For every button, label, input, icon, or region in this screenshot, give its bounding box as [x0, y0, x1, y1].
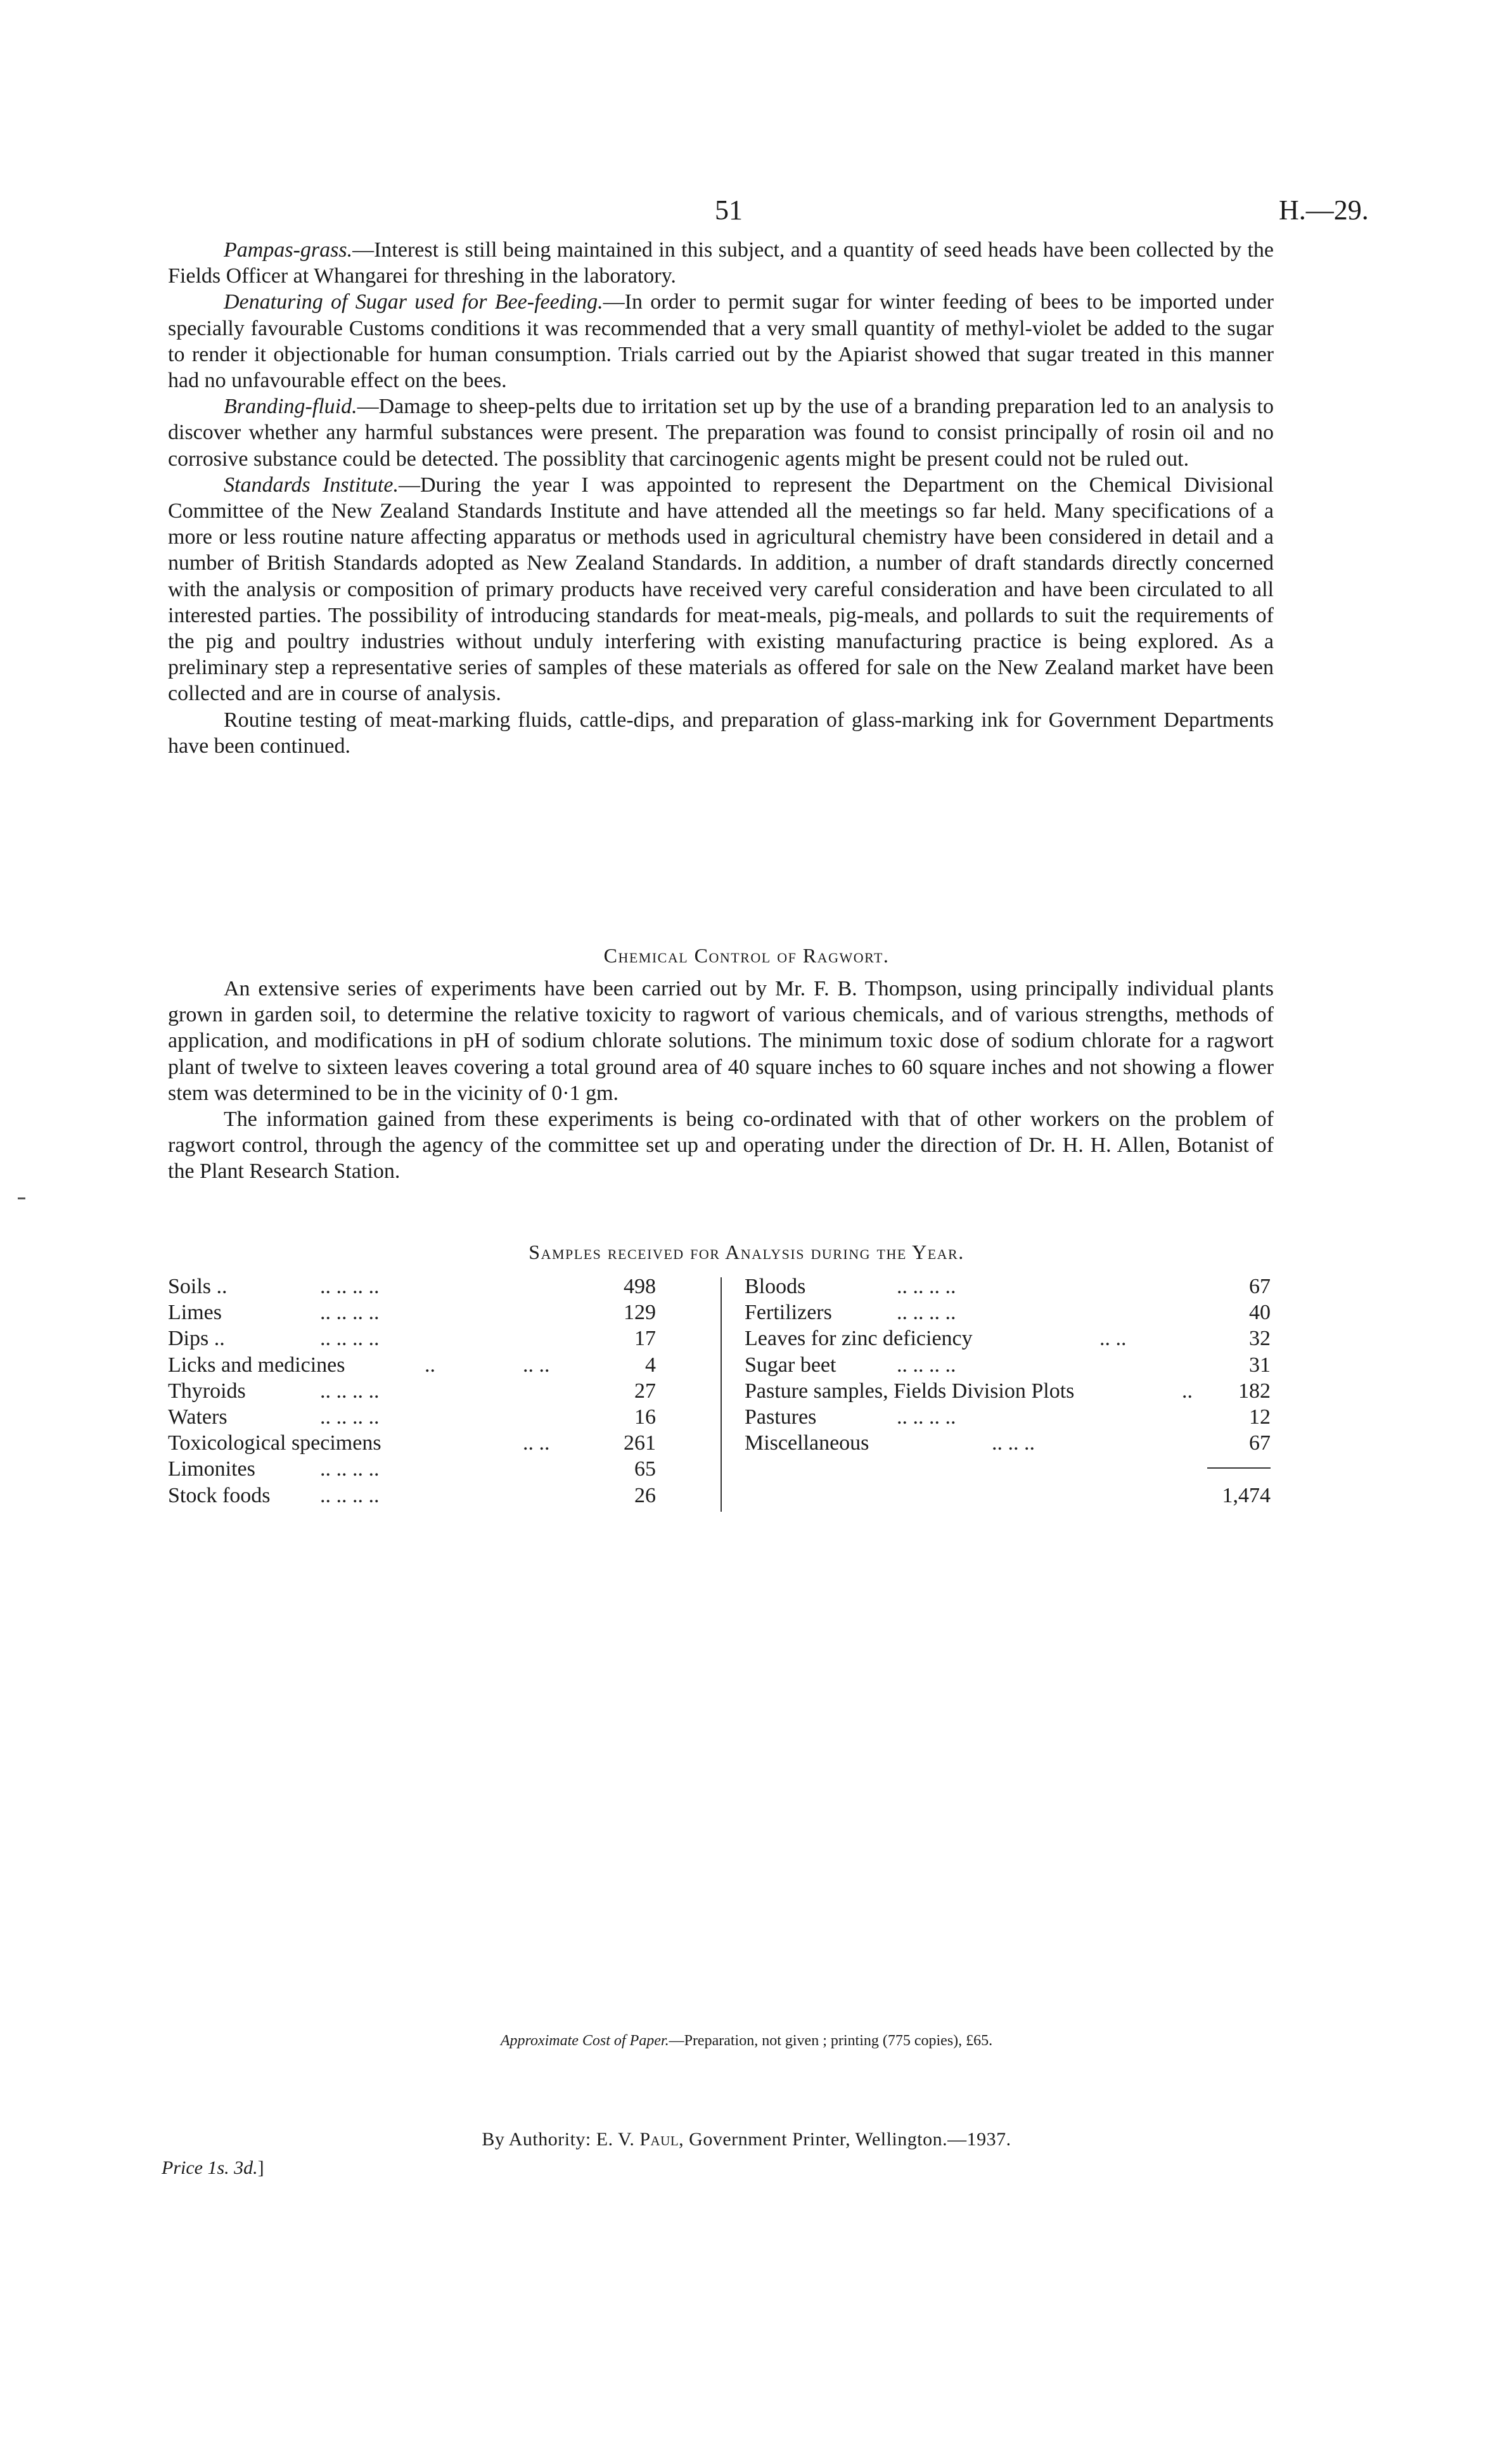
row-label: Pastures [745, 1405, 817, 1429]
row-label: Bloods [745, 1275, 806, 1298]
row-leaders: .. .. .. .. [897, 1275, 956, 1298]
row-label: Dips .. [168, 1327, 225, 1351]
table-row [168, 1483, 656, 1509]
row-leaders: .. .. [523, 1431, 550, 1455]
row-value: 65 [634, 1457, 656, 1481]
paragraph-text: —Damage to sheep-pelts due to irritation set up by the use of a branding preparation led to an analysis to discover whether any harmful substances were present. The preparation was found to consist principally of rosin oil and no corrosive substance could be detected. The possiblity that carcinogenic agents might be present could not be ruled out. [168, 395, 1274, 471]
row-leaders: .. [1182, 1379, 1193, 1403]
paragraph-text: —In order to permit sugar for winter feeding of bees to be imported under specially favourable Customs conditions it was recommended that a very small quantity of methyl-violet be added to the sugar to render it objectionable for human consumption. Trials carried out by the Apiarist showed that sugar treated in this manner had no unfavourable effect on the bees. [168, 290, 1274, 393]
row-leaders: .. .. .. .. [897, 1301, 956, 1325]
row-value: 67 [1249, 1431, 1271, 1455]
table-row [168, 1352, 656, 1378]
row-label: Pasture samples, Fields Division Plots [745, 1379, 1075, 1403]
authority-suffix: , Government Printer, Wellington.—1937. [679, 2129, 1011, 2150]
row-value: 27 [634, 1379, 656, 1403]
row-label: Limes [168, 1301, 222, 1325]
table-row [745, 1378, 1271, 1404]
table-row [168, 1273, 656, 1299]
paragraph-lead: Branding-fluid. [224, 395, 357, 419]
row-leaders: .. .. .. .. [320, 1483, 380, 1507]
paragraph-lead: Denaturing of Sugar used for Bee-feeding. [224, 290, 603, 314]
table-row [745, 1299, 1271, 1325]
row-label: Toxicological specimens [168, 1431, 381, 1455]
row-leaders: .. .. [1099, 1327, 1127, 1351]
paragraph-routine-testing [168, 707, 1274, 759]
authority-prefix: By Authority: E. V. [482, 2129, 640, 2150]
paragraph-standards-institute [168, 472, 1274, 707]
samples-column-left [168, 1273, 656, 1509]
printer-name: Paul [639, 2129, 679, 2150]
cost-note [0, 2033, 1493, 2050]
printer-authority [0, 2129, 1493, 2150]
row-label: Sugar beet [745, 1353, 836, 1377]
row-value: 182 [1238, 1379, 1271, 1403]
row-value: 32 [1249, 1327, 1271, 1351]
row-value: 12 [1249, 1405, 1271, 1429]
row-value: 16 [634, 1405, 656, 1429]
row-label: Miscellaneous [745, 1431, 869, 1455]
paragraph-text: Routine testing of meat-marking fluids, cattle-dips, and preparation of glass-marking ink for Government Departments have been continued. [168, 708, 1274, 758]
price [162, 2157, 264, 2179]
table-row [168, 1430, 656, 1456]
price-bracket: ] [257, 2157, 264, 2178]
paragraph-ragwort-experiments: An extensive series of experiments have been carried out by Mr. F. B. Thompson, using principally individual plants grown in garden soil, to determine the relative toxicity to ragwort of various chemicals, and of various strengths, methods of application, and modifications in pH of sodium chlorate solutions. The minimum toxic dose of sodium chlorate for a ragwort plant of twelve to sixteen leaves covering a total ground area of 40 square inches to 60 square inches and not showing a flower stem was determined to be in the vicinity of 0·1 gm. [168, 977, 1274, 1105]
row-label: Waters [168, 1405, 227, 1429]
row-leaders: .. .. .. .. [320, 1327, 380, 1351]
table-row [745, 1273, 1271, 1299]
paragraph-ragwort-coordination: The information gained from these experiments is being co-ordinated with that of other workers on the problem of ragwort control, through the agency of the committee set up and operating under the direction of Dr. H. H. Allen, Botanist of the Plant Research Station. [168, 1108, 1274, 1184]
table-row [745, 1352, 1271, 1378]
row-value: 4 [645, 1353, 656, 1377]
table-row [168, 1299, 656, 1325]
row-leaders-extra: .. .. [523, 1353, 550, 1377]
row-label: Stock foods [168, 1483, 271, 1507]
row-value: 26 [634, 1483, 656, 1507]
paragraph-text: —During the year I was appointed to represent the Department on the Chemical Divisional Committee of the New Zealand Standards Institute and have attended all the meetings so far held. Many specifications of a more or less routine nature affecting apparatus or methods used in agricultural chemistry have been considered in detail and a number of British Standards adopted as New Zealand Standards. In addition, a number of draft standards directly concerned with the analysis or composition of primary products have received very careful consideration and have been circulated to all interested parties. The possibility of introducing standards for meat-meals, pig-meals, and pollards to suit the requirements of the pig and poultry industries without unduly interfering with existing manufacturing practice is being explored. As a preliminary step a representative series of samples of these materials as offered for sale on the New Zealand market have been collected and are in course of analysis. [168, 473, 1274, 706]
document-reference: H.—29. [1279, 195, 1369, 226]
row-leaders: .. .. .. .. [320, 1457, 380, 1481]
row-value: 67 [1249, 1275, 1271, 1298]
total-rule-line [1207, 1467, 1271, 1469]
row-label: Soils .. [168, 1275, 227, 1298]
row-label: Fertilizers [745, 1301, 832, 1325]
margin-mark [18, 1197, 25, 1199]
row-leaders: .. .. .. .. [897, 1353, 956, 1377]
paragraph-text: —Interest is still being maintained in this subject, and a quantity of seed heads have been collected by the Fields Officer at Whangarei for threshing in the laboratory. [168, 238, 1274, 288]
row-value: 40 [1249, 1301, 1271, 1325]
row-label: Leaves for zinc deficiency [745, 1327, 973, 1351]
samples-column-right [745, 1273, 1271, 1509]
table-row [745, 1325, 1271, 1351]
row-value: 498 [624, 1275, 656, 1298]
paragraph-lead: Standards Institute. [224, 473, 399, 497]
table-row [745, 1430, 1271, 1456]
total-row [745, 1483, 1271, 1509]
row-value: 129 [624, 1301, 656, 1325]
row-label: Thyroids [168, 1379, 246, 1403]
row-value: 17 [634, 1327, 656, 1351]
row-value: 261 [624, 1431, 656, 1455]
row-leaders: .. .. .. .. [320, 1275, 380, 1298]
paragraph-denaturing-sugar [168, 289, 1274, 393]
table-row [168, 1456, 656, 1482]
table-row [745, 1404, 1271, 1430]
section-heading-samples: Samples received for Analysis during the Year. [529, 1241, 964, 1263]
paragraph-pampas-grass [168, 237, 1274, 289]
row-label: Licks and medicines [168, 1353, 345, 1377]
row-leaders: .. .. .. .. [320, 1301, 380, 1325]
total-rule [745, 1456, 1271, 1482]
samples-table [168, 1273, 1271, 1514]
report-body-top [168, 237, 1274, 759]
row-leaders: .. .. .. .. [320, 1379, 380, 1403]
row-leaders: .. .. .. [992, 1431, 1035, 1455]
page-number: 51 [715, 195, 743, 226]
table-row [168, 1325, 656, 1351]
ragwort-body [168, 976, 1274, 1185]
cost-note-lead: Approximate Cost of Paper. [500, 2033, 669, 2049]
total-value: 1,474 [1222, 1483, 1271, 1507]
row-leaders: .. [425, 1353, 435, 1377]
row-leaders: .. .. .. .. [320, 1405, 380, 1429]
section-heading-ragwort: Chemical Control of Ragwort. [603, 944, 890, 967]
table-row [168, 1404, 656, 1430]
paragraph-lead: Pampas-grass. [224, 238, 353, 262]
table-row [168, 1378, 656, 1404]
row-leaders: .. .. .. .. [897, 1405, 956, 1429]
row-label: Limonites [168, 1457, 255, 1481]
price-text: Price 1s. 3d. [162, 2157, 258, 2178]
cost-note-text: —Preparation, not given ; printing (775 copies), £65. [669, 2033, 993, 2049]
paragraph-branding-fluid [168, 393, 1274, 472]
column-divider [721, 1277, 722, 1512]
row-value: 31 [1249, 1353, 1271, 1377]
